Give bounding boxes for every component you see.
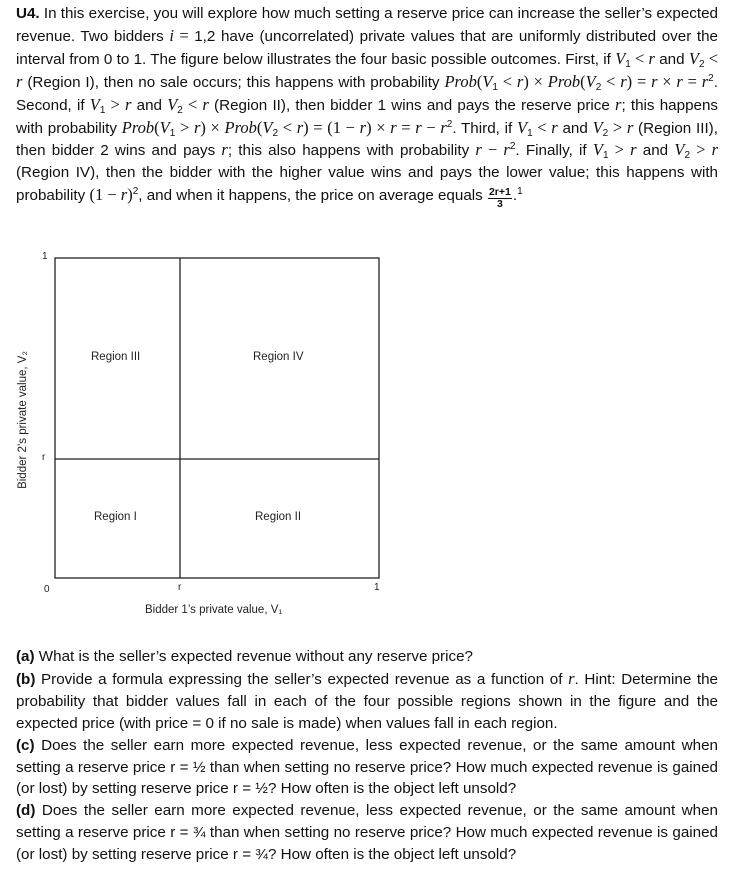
prob1-math: $Prob(V_1 < r)$ × $Prob(V_2 < r) = r \times r = r^2$: [444, 71, 714, 93]
case2-math: $V_1 > r$ and $V_2 < r$: [89, 94, 209, 116]
question-c: (c) Does the seller earn more expected revenue, less expected revenue, or the same amount when setting a reserve price r = ½ than when setting no reserve price? How much expected revenue is gained (or lost) by setting reserve price r = ½? How often is the object left unsold?: [16, 736, 718, 798]
question-b: (b) Provide a formula expressing the seller’s expected revenue as a function of r. Hint: Determine the probability that bidder values fall in each of the four possible regions shown in the figure and the expected price (with price = 0 if no sale is made) when values fall in each region.: [16, 668, 719, 732]
y-tick-r: r: [42, 452, 46, 463]
question-list: [16, 646, 718, 866]
expected-price-fraction: $\frac{2r+1}{3}$: [488, 186, 511, 211]
bidders-math: i = 1,2: [169, 25, 216, 45]
y-tick-1: 1: [42, 251, 48, 262]
x-tick-r: r: [178, 582, 182, 593]
prob4-math: $(1 - r)^2$: [89, 185, 139, 205]
region-ii-label: Region II: [255, 511, 302, 523]
r-symbol: r: [221, 140, 228, 160]
question-a: (a) What is the seller’s expected revenue without any reserve price?: [16, 648, 473, 665]
prob2-math: $Prob(V_1 > r)$ × $Prob(V_2 < r) = (1 - r) \times r = r - r^2$: [121, 117, 453, 139]
origin-label: 0: [44, 584, 50, 595]
region-i-label: Region I: [94, 511, 137, 523]
case1-math: $V_1 < r$ and $V_2 < r$: [16, 48, 719, 91]
footnote-mark: 1: [517, 186, 523, 198]
y-axis-label: Bidder 2’s private value, V₂: [17, 351, 29, 489]
outer-square: [55, 258, 379, 578]
x-axis-label: Bidder 1’s private value, V₁: [145, 604, 283, 616]
case4-math: $V_1 > r$ and $V_2 > r$: [592, 140, 718, 162]
r-symbol: r: [615, 94, 622, 114]
question-d: (d) Does the seller earn more expected revenue, less expected revenue, or the same amount when setting a reserve price r = ¾ than when setting no reserve price? How much expected revenue is gained (or lost) by setting reserve price r = ¾? How often is the object left unsold?: [16, 802, 718, 864]
region-iv-label: Region IV: [253, 351, 304, 363]
x-tick-1: 1: [374, 582, 380, 593]
prob3-math: $r - r^2$: [475, 140, 516, 160]
problem-label: U4.: [16, 5, 40, 22]
region-iii-label: Region III: [91, 351, 141, 363]
case3-math: $V_1 < r$ and $V_2 > r$: [516, 117, 634, 139]
problem-statement: U4. In this exercise, you will explore how much setting a reserve price can increase the seller’s expected revenue. Two bidders i = 1,2 have (uncorrelated) private values that are uniformly distributed over the interval from 0 to 1. The figure below illustrates the four basic possible outcomes. First, if $V_1 < r$ and $V_2 < r$ (Region I), then no sale occurs; this happens with probability $Prob(V_1 < r)$ × $Prob(V_2 < r) = r \times r = r^2$. Second, if $V_1 > r$ and $V_2 < r$ (Region II), then bidder 1 wins and pays the reserve price r; this happens with probability $Prob(V_1 > r)$ × $Prob(V_2 < r) = (1 - r) \times r = r - r^2$. Third, if $V_1 < r$ and $V_2 > r$ (Region III), then bidder 2 wins and pays r; this also happens with probability $r - r^2$. Finally, if $V_1 > r$ and $V_2 > r$ (Region IV), then the bidder with the higher value wins and pays the lower value; this happens with probability $(1 - r)^2$, and when it happens, the price on average equals $\frac{2r+1}{3}$ .$^1$: [16, 5, 719, 211]
